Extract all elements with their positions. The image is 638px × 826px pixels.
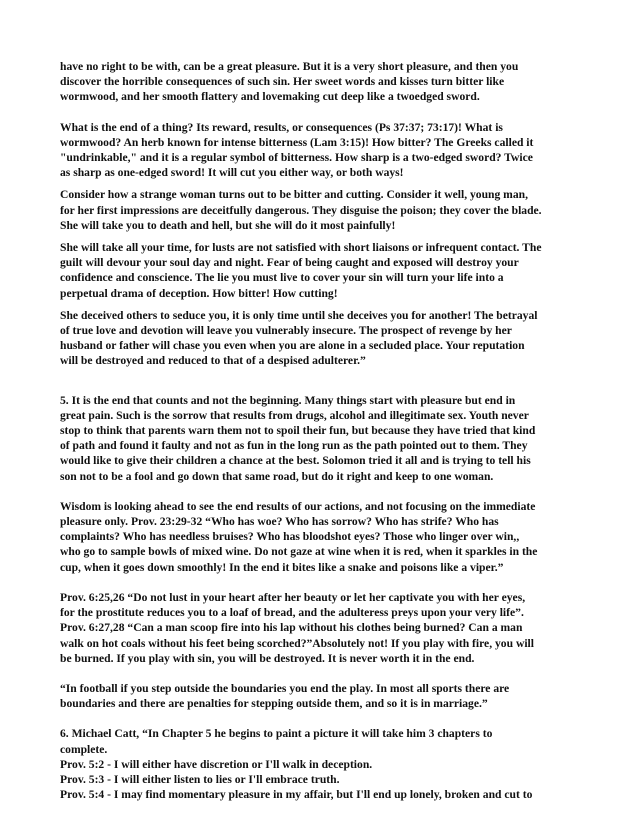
paragraph-prov-6-25: Prov. 6:25,26 “Do not lust in your heart after her beauty or let her captivate you with her eyes, for the prostitute reduces you to a loaf of bread, and the adulteress preys upon your very life”. Prov. 6:27,28 “Can a man scoop fire into his lap without his clothes being burned? Can a man walk on hot coals without his feet being scorched?”Absolutely not! If you play with fire, you will be burned. If you play with sin, you will be destroyed. It is never worth it in the end. xyxy=(60,590,534,665)
paragraph-bitter-and-cutting: Consider how a strange woman turns out to be bitter and cutting. Consider it well, young man, for her first impressions are deceitfully dangerous. They disguise the poison; they cover the blade. She will take you to death and hell, but she will do it most painfully! xyxy=(60,188,542,232)
paragraph-wisdom-looking-ahead: Wisdom is looking ahead to see the end results of our actions, and not focusing on the immediate pleasure only. Prov. 23:29-32 “Who has woe? Who has sorrow? Who has strife? Who has complaints? Who has needless bruises? Who has bloodshot eyes? Those who linger over win,, who go to sample bowls of mixed wine. Do not gaze at wine when it is red, when it sparkles in the cup, when it goes down smoothly! In the end it bites like a snake and poisons like a viper.” xyxy=(60,499,538,574)
paragraph-take-all-your-time: She will take all your time, for lusts are not satisfied with short liaisons or infrequent contact. The guilt will devour your soul day and night. Fear of being caught and exposed will destroy your confidence and conscience. The lie you must live to cover your sin will turn your life into a perpetual drama of deception. How bitter! How cutting! xyxy=(60,241,542,300)
paragraph-football-boundaries: “In football if you step outside the boundaries you end the play. In most all sports there are boundaries and there are penalties for stepping outside them, and so it is in marriage.” xyxy=(60,681,510,711)
paragraph-consequences: have no right to be with, can be a great pleasure. But it is a very short pleasure, and then you discover the horrible consequences of such sin. Her sweet words and kisses turn bitter like wormwood, and her smooth flattery and lovemaking cut deep like a twoedged sword. xyxy=(60,60,519,104)
paragraph-point-5: 5. It is the end that counts and not the beginning. Many things start with pleasure but end in great pain. Such is the sorrow that results from drugs, alcohol and illegitimate sex. Youth never stop to think that parents warn them not to spoil their fun, but because they have tried that kind of path and found it faulty and not as fun in the long run as the path pointed out to them. They would like to give their children a chance at the best. Solomon tried it all and is trying to tell his son not to be a fool and go down that same road, but do it right and keep to one woman. xyxy=(60,393,536,483)
paragraph-point-6: 6. Michael Catt, “In Chapter 5 he begins to paint a picture it will take him 3 chapters to complete. Prov. 5:2 - I will either have discretion or I'll walk in deception. Prov. 5:3 - I will either listen to lies or I'll embrace truth. Prov. 5:4 - I may find momentary pleasure in my affair, but I'll end up lonely, broken and cut to xyxy=(60,727,533,802)
document-page xyxy=(60,59,580,802)
paragraph-deceived-others: She deceived others to seduce you, it is only time until she deceives you for another! The betrayal of true love and devotion will leave you vulnerably insecure. The prospect of revenge by her husband or father will chase you even when you are alone in a secluded place. Your reputation will be destroyed and reduced to that of a despised adulterer.” xyxy=(60,308,538,368)
paragraph-end-of-a-thing: What is the end of a thing? Its reward, results, or consequences (Ps 37:37; 73:17)! What is wormwood? An herb known for intense bitterness (Lam 3:15)! How bitter? The Greeks called it "undrinkable," and it is a regular symbol of bitterness. How sharp is a two-edged sword? Twice as sharp as one-edged sword! It will cut you either way, or both ways! xyxy=(60,120,534,180)
